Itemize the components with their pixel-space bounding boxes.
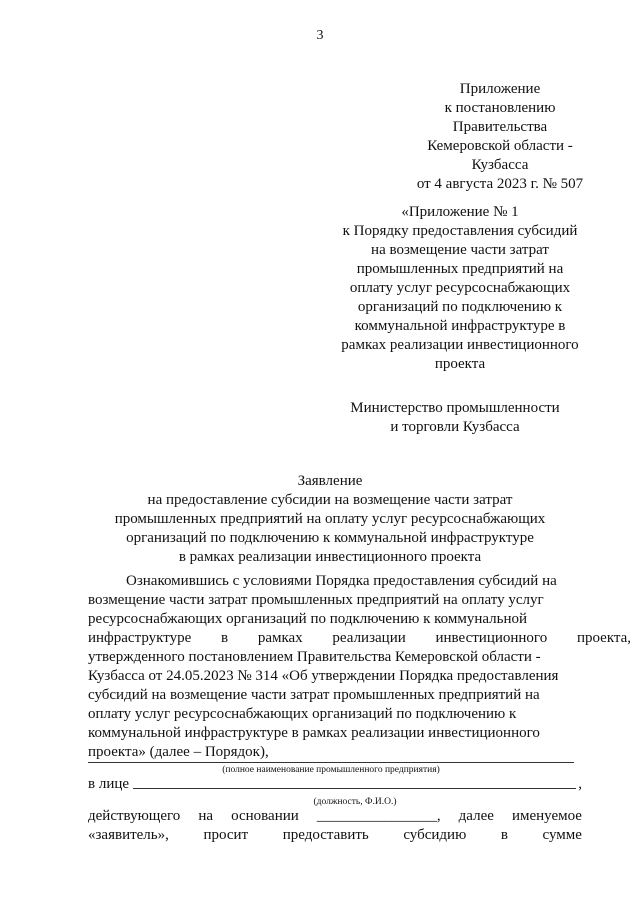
position-caption: (должность, Ф.И.О.) (313, 797, 397, 807)
acting-line (88, 808, 582, 825)
applicant-word: предоставить (282, 827, 369, 843)
body-line: Ознакомившись с условиями Порядка предоставления субсидий на (126, 573, 557, 589)
appendix-sub-line: «Приложение № 1 (401, 204, 519, 220)
body-paragraph (88, 572, 632, 762)
body-line: проекта» (далее – Порядок), (88, 744, 269, 760)
addressee-line: Министерство промышленности (350, 400, 560, 416)
in-person-label: в лице (88, 776, 130, 792)
page-number: 3 (316, 28, 324, 43)
appendix-sub-line: рамках реализации инвестиционного (341, 337, 579, 353)
applicant-word: сумме (542, 827, 582, 843)
addressee (340, 399, 570, 437)
applicant-word: субсидию (403, 827, 467, 843)
appendix-sub-line: на возмещение части затрат (371, 242, 549, 258)
basis-field[interactable]: ________________, (316, 808, 441, 824)
enterprise-name-caption: (полное наименование промышленного предприятия) (222, 765, 440, 775)
appendix-sub-line: коммунальной инфраструктуре в (354, 318, 566, 334)
applicant-word: в (500, 827, 508, 843)
statement-title: Заявление (297, 473, 363, 489)
acting-word: далее (458, 808, 494, 824)
acting-word: на (198, 808, 214, 824)
applicant-line (88, 827, 582, 844)
statement-subtitle-line: на предоставление субсидии на возмещение части затрат (147, 492, 513, 508)
appendix-sub-line: оплату услуг ресурсоснабжающих (349, 280, 571, 296)
body-line: утвержденного постановлением Правительства Кемеровской области - (88, 649, 541, 665)
appendix-sub-line: организаций по подключению к (357, 299, 563, 315)
in-person-row (88, 776, 582, 793)
statement-subtitle-line: организаций по подключению к коммунальной инфраструктуре (126, 530, 534, 546)
appendix-header-line: от 4 августа 2023 г. № 507 (416, 176, 584, 192)
statement-subtitle-line: промышленных предприятий на оплату услуг ресурсоснабжающих (114, 511, 546, 527)
addressee-line: и торговли Кузбасса (390, 419, 520, 435)
appendix-sub-line: проекта (434, 356, 486, 372)
enterprise-name-field[interactable] (88, 762, 574, 763)
applicant-word: просит (203, 827, 249, 843)
statement-subtitle-line: в рамках реализации инвестиционного проекта (178, 549, 482, 565)
body-line: ресурсоснабжающих организаций по подключению к коммунальной (88, 611, 528, 627)
applicant-word: «заявитель», (88, 827, 169, 843)
acting-word: действующего (88, 808, 181, 824)
position-name-field[interactable] (133, 788, 576, 789)
appendix-sub (328, 203, 592, 374)
appendix-header-line: Кемеровской области - Кузбасса (427, 138, 573, 173)
appendix-header (405, 80, 595, 194)
body-line: оплату услуг ресурсоснабжающих организаций по подключению к (88, 706, 517, 722)
body-line: Кузбасса от 24.05.2023 № 314 «Об утверждении Порядка предоставления (88, 668, 559, 684)
body-line: субсидий на возмещение части затрат промышленных предприятий на (88, 687, 540, 703)
appendix-header-line: Приложение (459, 81, 541, 97)
body-line: коммунальной инфраструктуре в рамках реализации инвестиционного (88, 725, 540, 741)
body-line: возмещение части затрат промышленных предприятий на оплату услуг (88, 592, 544, 608)
appendix-sub-line: к Порядку предоставления субсидий (342, 223, 578, 239)
acting-word: основании (231, 808, 299, 824)
statement-heading (60, 472, 600, 567)
acting-word: именуемое (511, 808, 582, 824)
body-line: инфраструктуре в рамках реализации инвестиционного проекта, (88, 630, 632, 646)
appendix-sub-line: промышленных предприятий на (356, 261, 564, 277)
appendix-header-line: к постановлению Правительства (444, 100, 556, 135)
in-person-comma: , (578, 776, 582, 792)
